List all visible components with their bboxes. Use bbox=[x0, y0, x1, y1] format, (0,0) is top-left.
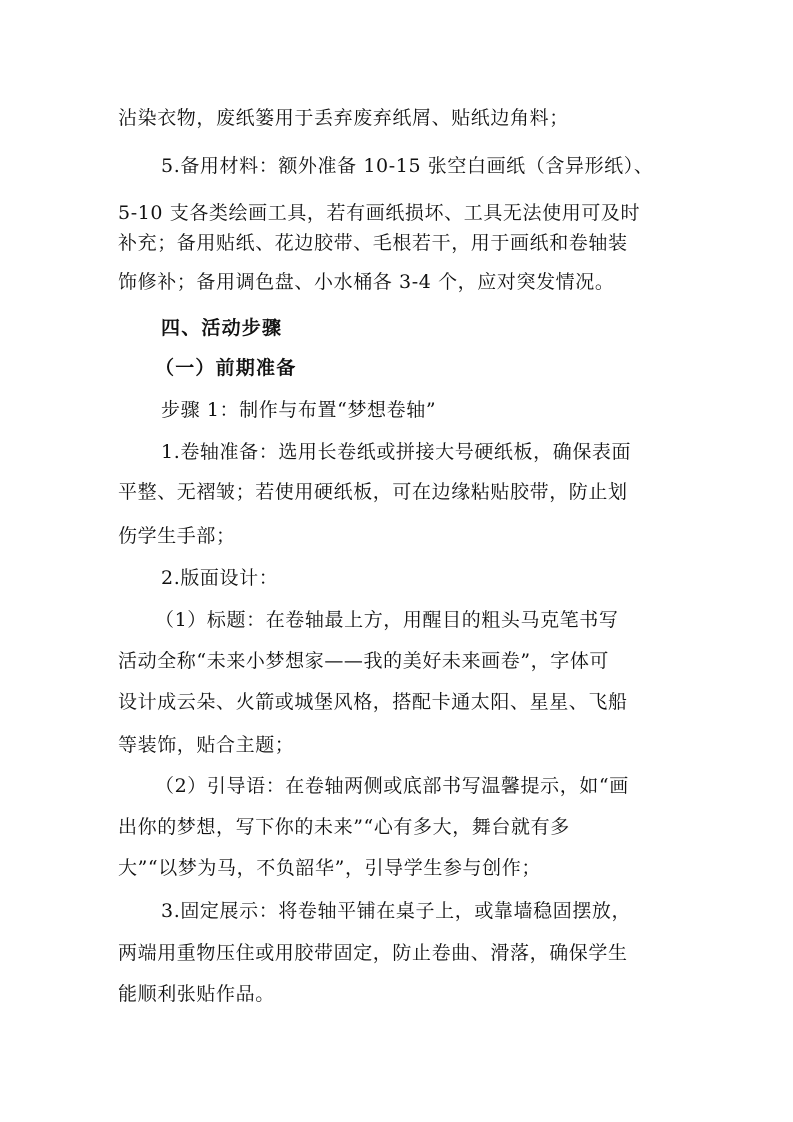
text-line: 两端用重物压住或用胶带固定，防止卷曲、滑落，确保学生 bbox=[118, 942, 628, 964]
text-line: 伤学生手部； bbox=[118, 525, 236, 547]
text-line: 3.固定展示：将卷轴平铺在桌子上，或靠墙稳固摆放， bbox=[161, 900, 632, 922]
text-line: 大”“以梦为马，不负韶华”，引导学生参与创作； bbox=[118, 857, 541, 879]
text-line: 2.版面设计： bbox=[161, 567, 279, 589]
text-line: 1.卷轴准备：选用长卷纸或拼接大号硬纸板，确保表面 bbox=[161, 441, 632, 463]
text-line: （2）引导语：在卷轴两侧或底部书写温馨提示，如“画 bbox=[155, 775, 629, 797]
text-line: 能顺利张贴作品。 bbox=[118, 983, 275, 1005]
text-line: 活动全称“未来小梦想家——我的美好未来画卷”，字体可 bbox=[118, 650, 610, 672]
section-heading: 四、活动步骤 bbox=[161, 317, 283, 339]
subsection-heading: （一）前期准备 bbox=[155, 357, 297, 379]
text-line: 沾染衣物，废纸篓用于丢弃废弃纸屑、贴纸边角料； bbox=[118, 107, 569, 129]
text-line: 等装饰，贴合主题； bbox=[118, 734, 295, 756]
text-line: 5-10 支各类绘画工具，若有画纸损坏、工具无法使用可及时 bbox=[118, 202, 641, 224]
text-line: 补充；备用贴纸、花边胶带、毛根若干，用于画纸和卷轴装 bbox=[118, 232, 628, 254]
text-line: 出你的梦想，写下你的未来”“心有多大，舞台就有多 bbox=[118, 816, 570, 838]
text-line: 平整、无褶皱；若使用硬纸板，可在边缘粘贴胶带，防止划 bbox=[118, 481, 628, 503]
text-line: 饰修补；备用调色盘、小水桶各 3-4 个，应对突发情况。 bbox=[118, 271, 615, 293]
text-line: （1）标题：在卷轴最上方，用醒目的粗头马克笔书写 bbox=[155, 609, 619, 631]
step-heading: 步骤 1：制作与布置“梦想卷轴” bbox=[161, 399, 437, 421]
text-line: 5.备用材料：额外准备 10-15 张空白画纸（含异形纸）、 bbox=[161, 155, 654, 177]
text-line: 设计成云朵、火箭或城堡风格，搭配卡通太阳、星星、飞船 bbox=[118, 691, 628, 713]
